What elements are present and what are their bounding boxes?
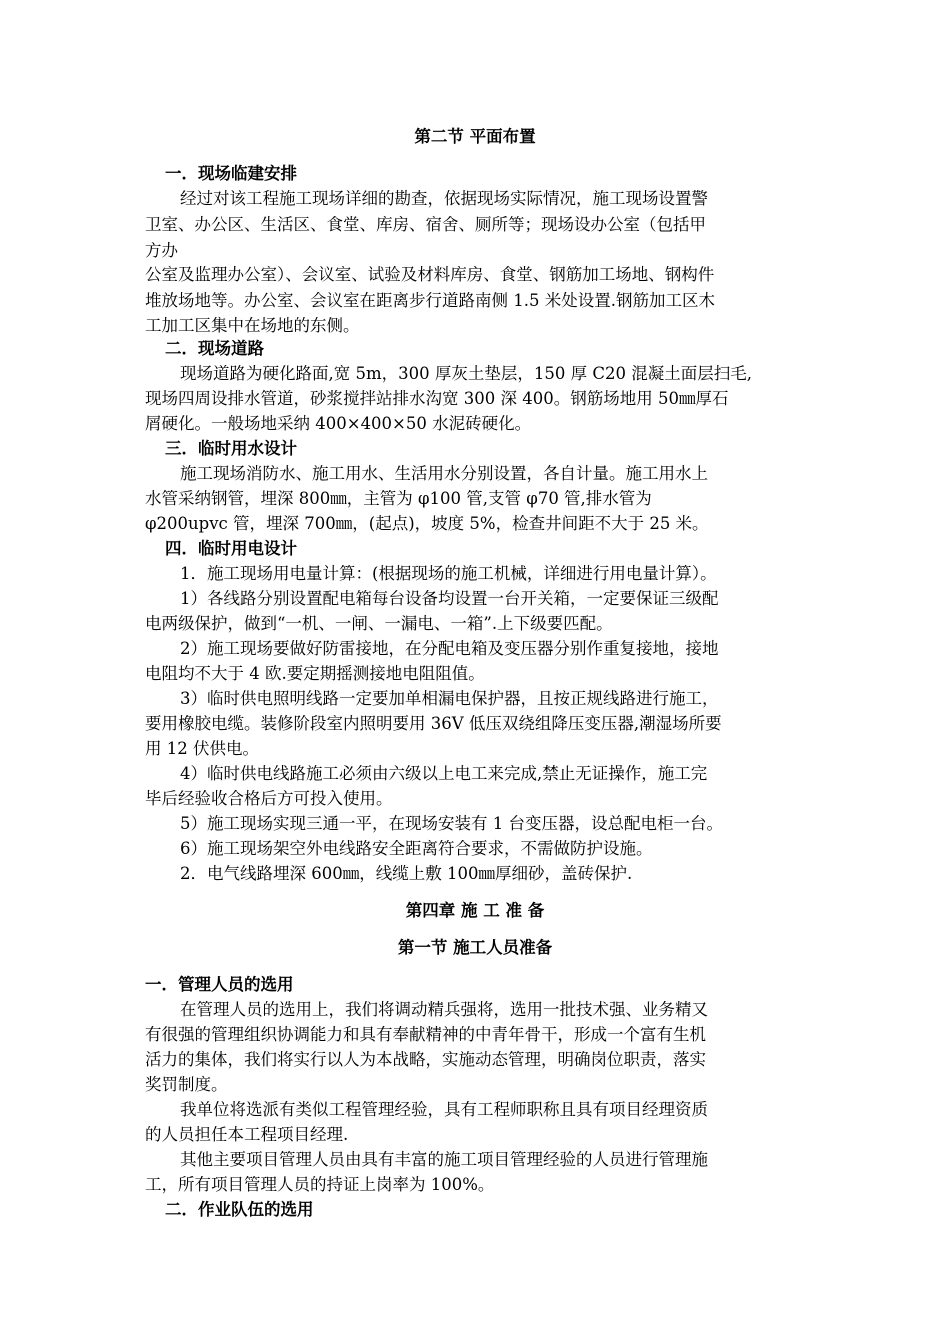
paragraph-line: 1．施工现场用电量计算：(根据现场的施工机械，详细进行用电量计算）。 bbox=[180, 564, 717, 583]
paragraph-line: 现场四周设排水管道，砂浆搅拌站排水沟宽 300 深 400。钢筋场地用 50㎜厚石 bbox=[145, 389, 729, 408]
section-title: 第一节 施工人员准备 bbox=[397, 938, 553, 957]
paragraph-line: 施工现场消防水、施工用水、生活用水分别设置，各自计量。施工用水上 bbox=[180, 464, 708, 483]
paragraph-line: 水管采纳钢管，埋深 800㎜，主管为 φ100 管,支管 φ70 管,排水管为 bbox=[145, 489, 652, 508]
list-item-line: 3）临时供电照明线路一定要加单相漏电保护器，且按正规线路进行施工， bbox=[180, 689, 719, 708]
paragraph-line: 卫室、办公区、生活区、食堂、库房、宿舍、厕所等；现场设办公室（包括甲 bbox=[145, 215, 706, 234]
paragraph-line: 工，所有项目管理人员的持证上岗率为 100%。 bbox=[145, 1175, 495, 1194]
list-item-line: 要用橡胶电缆。装修阶段室内照明要用 36V 低压双绕组降压变压器,潮湿场所要 bbox=[145, 714, 722, 733]
heading-temp-power: 四．临时用电设计 bbox=[165, 539, 297, 558]
list-item-line: 用 12 伏供电。 bbox=[145, 739, 259, 758]
paragraph-line: 工加工区集中在场地的东侧。 bbox=[145, 316, 360, 335]
paragraph-line: 屑硬化。一般场地采纳 400×400×50 水泥砖硬化。 bbox=[145, 414, 532, 433]
paragraph-line: 活力的集体，我们将实行以人为本战略，实施动态管理，明确岗位职责，落实 bbox=[145, 1050, 706, 1069]
section-title: 第二节 平面布置 bbox=[414, 127, 536, 146]
paragraph-line: 经过对该工程施工现场详细的勘查，依据现场实际情况，施工现场设置警 bbox=[180, 189, 708, 208]
paragraph-line: 的人员担任本工程项目经理. bbox=[145, 1125, 349, 1144]
paragraph-line: 奖罚制度。 bbox=[145, 1075, 228, 1094]
list-item-line: 电阻均不大于 4 欧.要定期摇测接地电阻阻值。 bbox=[145, 664, 485, 683]
paragraph-line: 我单位将选派有类似工程管理经验，具有工程师职称且具有项目经理资质 bbox=[180, 1100, 708, 1119]
list-item-line: 毕后经验收合格后方可投入使用。 bbox=[145, 789, 393, 808]
list-item-line: 2）施工现场要做好防雷接地，在分配电箱及变压器分别作重复接地，接地 bbox=[180, 639, 719, 658]
list-item-line: 电两级保护，做到“一机、一闸、一漏电、一箱”.上下级要匹配。 bbox=[145, 614, 613, 633]
heading-management-staff: 一．管理人员的选用 bbox=[145, 975, 294, 994]
chapter-title: 第四章 施 工 准 备 bbox=[405, 901, 545, 920]
paragraph-line: 方办 bbox=[145, 241, 178, 260]
paragraph-line: 在管理人员的选用上，我们将调动精兵强将，选用一批技术强、业务精又 bbox=[180, 1000, 708, 1019]
heading-temp-water: 三．临时用水设计 bbox=[165, 439, 297, 458]
list-item-line: 6）施工现场架空外电线路安全距离符合要求，不需做防护设施。 bbox=[180, 839, 653, 858]
list-item-line: 4）临时供电线路施工必须由六级以上电工来完成,禁止无证操作，施工完 bbox=[180, 764, 708, 783]
paragraph-line: 堆放场地等。办公室、会议室在距离步行道路南侧 1.5 米处设置.钢筋加工区木 bbox=[145, 291, 715, 310]
heading-site-road: 二．现场道路 bbox=[165, 339, 264, 358]
list-item-line: 1）各线路分别设置配电箱每台设备均设置一台开关箱，一定要保证三级配 bbox=[180, 589, 719, 608]
paragraph-line: 现场道路为硬化路面,宽 5m，300 厚灰土垫层，150 厚 C20 混凝土面层扫毛, bbox=[180, 364, 752, 383]
paragraph-line: 其他主要项目管理人员由具有丰富的施工项目管理经验的人员进行管理施 bbox=[180, 1150, 708, 1169]
paragraph-line: 公室及监理办公室）、会议室、试验及材料库房、食堂、钢筋加工场地、钢构件 bbox=[145, 265, 715, 284]
paragraph-line: φ200upvc 管，埋深 700㎜，(起点)，坡度 5%，检查井间距不大于 25 米。 bbox=[145, 514, 709, 533]
list-item-line: 5）施工现场实现三通一平，在现场安装有 1 台变压器，设总配电柜一台。 bbox=[180, 814, 723, 833]
paragraph-line: 2．电气线路埋深 600㎜，线缆上敷 100㎜厚细砂，盖砖保护. bbox=[180, 864, 633, 883]
heading-site-temporary: 一．现场临建安排 bbox=[165, 164, 297, 183]
paragraph-line: 有很强的管理组织协调能力和具有奉献精神的中青年骨干，形成一个富有生机 bbox=[145, 1025, 706, 1044]
heading-work-team: 二．作业队伍的选用 bbox=[165, 1200, 314, 1219]
